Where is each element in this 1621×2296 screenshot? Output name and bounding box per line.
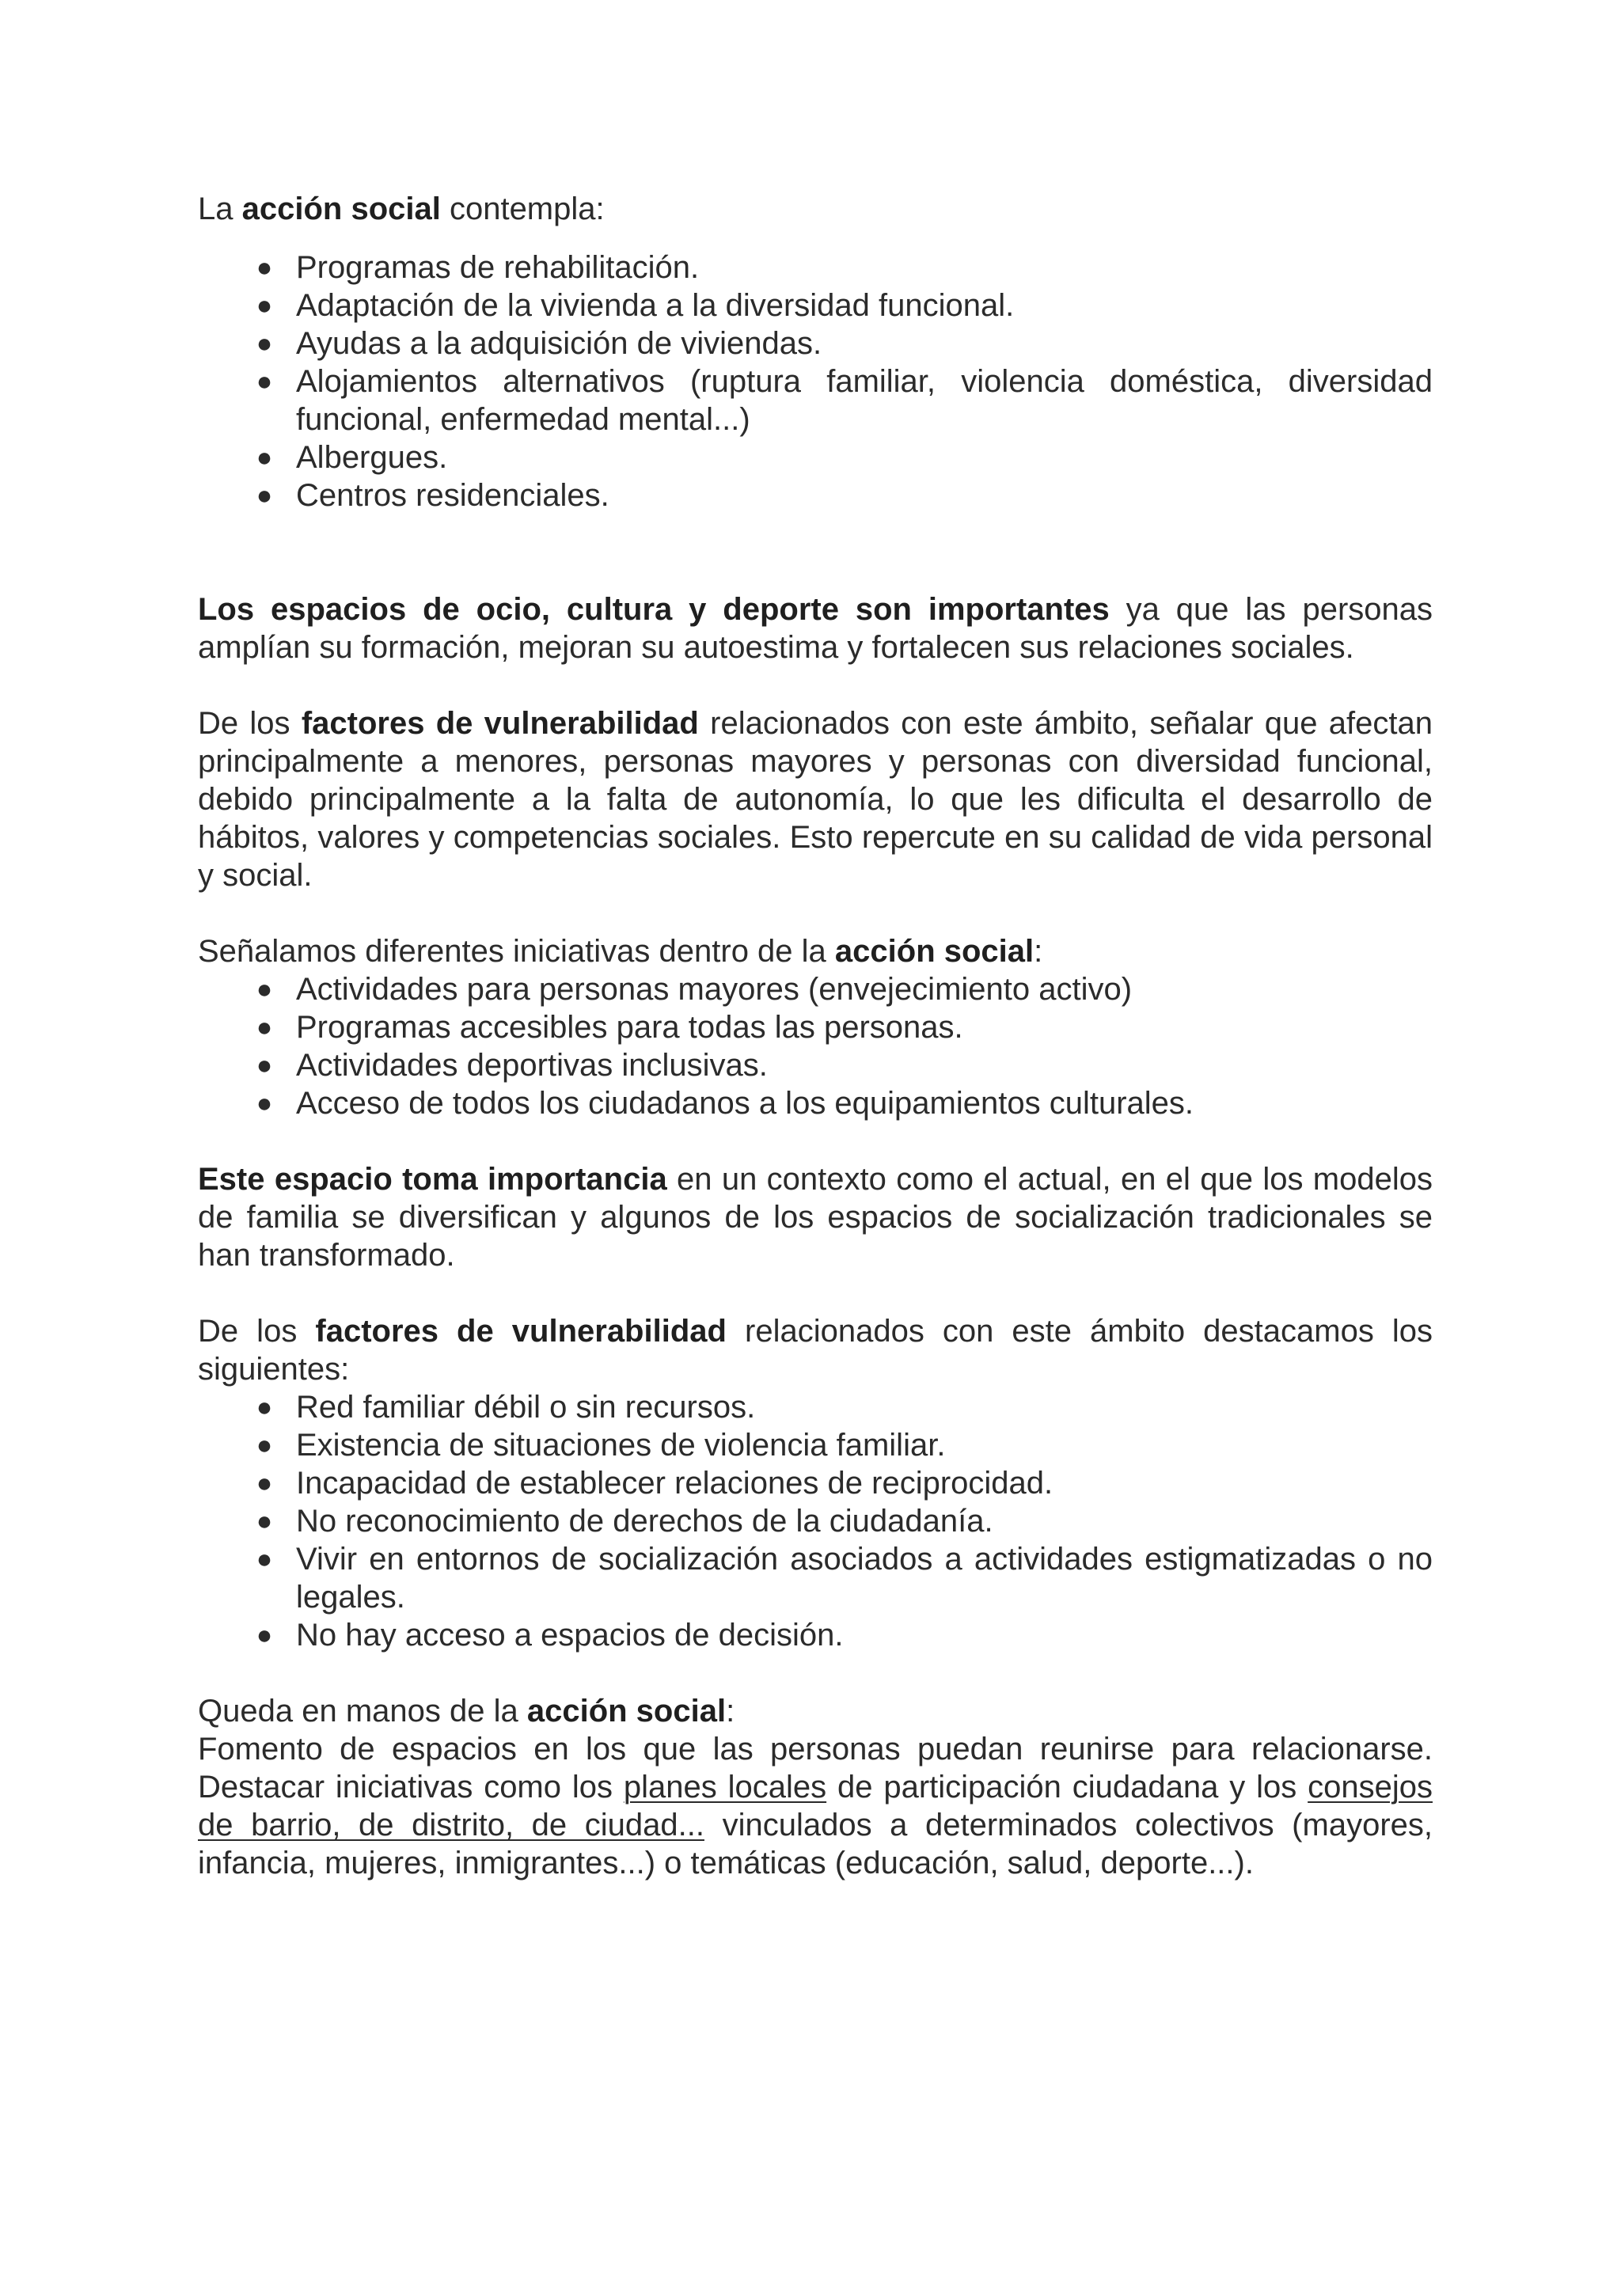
- list-item: [198, 324, 1433, 362]
- bold-term: acción social: [241, 192, 441, 226]
- bullet-icon: ●: [256, 1430, 273, 1460]
- bullet-icon: ●: [256, 252, 273, 283]
- housing-action-list: [198, 249, 1433, 514]
- document-page: [198, 190, 1433, 1882]
- list-item: [198, 1008, 1433, 1046]
- bold-heading-text: Los espacios de ocio, cultura y deporte son importantes: [198, 592, 1110, 627]
- bold-term: factores de vulnerabilidad: [301, 706, 699, 741]
- bullet-icon: ●: [256, 974, 273, 1004]
- list-item-text: Adaptación de la vivienda a la diversidad funcional.: [296, 288, 1015, 323]
- list-item: [198, 1502, 1433, 1540]
- spacer: [198, 666, 1433, 704]
- text: relacionados con este ámbito, señalar que afectan principalmente a menores, personas mayores y personas con diversidad funcional, debido principalmente a la falta de autonomía, lo que les dificulta el desarrollo de hábitos, valores y competencias sociales. Esto repercute en su calidad de vida personal y social.: [198, 706, 1433, 893]
- text: vinculados a determinados colectivos (mayores, infancia, mujeres, inmigrantes...) o temáticas (educación, salud, deporte...).: [198, 1808, 1433, 1880]
- family-space-paragraph: [198, 1160, 1433, 1274]
- initiatives-intro: [198, 932, 1433, 970]
- participation-paragraph: [198, 1730, 1433, 1882]
- list-item: [198, 438, 1433, 476]
- text: ya que las personas amplían su formación, mejoran su autoestima y fortalecen sus relaciones sociales.: [198, 592, 1433, 665]
- spacer: [198, 514, 1433, 590]
- bullet-icon: ●: [256, 1392, 273, 1422]
- bullet-icon: ●: [256, 290, 273, 321]
- list-item-text: Centros residenciales.: [296, 478, 609, 513]
- initiatives-list: [198, 970, 1433, 1122]
- text: contempla:: [440, 192, 605, 226]
- list-item: [198, 1388, 1433, 1426]
- bold-term: acción social: [526, 1694, 727, 1729]
- list-item-text: Actividades para personas mayores (envejecimiento activo): [296, 972, 1133, 1007]
- list-item-text: No reconocimiento de derechos de la ciudadanía.: [296, 1504, 993, 1539]
- bullet-icon: ●: [256, 328, 273, 359]
- list-item-text: Acceso de todos los ciudadanos a los equipamientos culturales.: [296, 1086, 1194, 1121]
- underlined-term-planes-locales: planes locales: [623, 1770, 827, 1805]
- spacer: [198, 1274, 1433, 1312]
- text: De los: [198, 706, 302, 741]
- list-item: [198, 1426, 1433, 1464]
- list-item: [198, 476, 1433, 514]
- list-item-text: Incapacidad de establecer relaciones de reciprocidad.: [296, 1466, 1053, 1501]
- bullet-icon: ●: [256, 1544, 273, 1574]
- list-item-text: Programas accesibles para todas las personas.: [296, 1010, 963, 1045]
- text: Señalamos diferentes iniciativas dentro de la: [198, 934, 835, 969]
- list-item-text: Alojamientos alternativos (ruptura familiar, violencia doméstica, diversidad funcional, enfermedad mental...): [296, 364, 1433, 437]
- list-item-text: Vivir en entornos de socialización asociados a actividades estigmatizadas o no legales.: [296, 1542, 1433, 1615]
- bold-term: acción social: [834, 934, 1034, 969]
- list-item: [198, 287, 1433, 324]
- list-item-text: Programas de rehabilitación.: [296, 250, 700, 285]
- list-item-text: Actividades deportivas inclusivas.: [296, 1048, 768, 1083]
- bold-heading-text: Este espacio toma importancia: [198, 1162, 667, 1197]
- social-action-intro: [198, 1692, 1433, 1730]
- bullet-icon: ●: [256, 480, 273, 510]
- spacer: [198, 1654, 1433, 1692]
- text: La: [198, 192, 242, 226]
- list-item-text: Ayudas a la adquisición de viviendas.: [296, 326, 822, 361]
- bullet-icon: ●: [256, 1012, 273, 1042]
- list-item-text: Albergues.: [296, 440, 448, 475]
- list-item-text: Existencia de situaciones de violencia familiar.: [296, 1428, 946, 1463]
- list-item: [198, 1616, 1433, 1654]
- underlined-term-consejos: consejos de barrio, de distrito, de ciudad...: [198, 1770, 1433, 1842]
- vulnerability-paragraph: [198, 704, 1433, 894]
- text: De los: [198, 1314, 316, 1349]
- text: Fomento de espacios en los que las personas puedan reunirse para relacionarse. Destacar iniciativas como los: [198, 1732, 1433, 1805]
- text: de participación ciudadana y los: [826, 1770, 1308, 1805]
- bullet-icon: ●: [256, 1506, 273, 1536]
- list-item: [198, 1464, 1433, 1502]
- text: relacionados con este ámbito destacamos los siguientes:: [198, 1314, 1433, 1387]
- spacer: [198, 894, 1433, 932]
- bullet-icon: ●: [256, 1088, 273, 1118]
- vulnerability-factors-list: [198, 1388, 1433, 1654]
- bullet-icon: ●: [256, 442, 273, 472]
- list-item-text: No hay acceso a espacios de decisión.: [296, 1618, 844, 1653]
- bullet-icon: ●: [256, 1620, 273, 1650]
- intro-paragraph: [198, 190, 1433, 228]
- spacer: [198, 1122, 1433, 1160]
- bullet-icon: ●: [256, 1050, 273, 1080]
- bullet-icon: ●: [256, 366, 273, 397]
- leisure-paragraph: [198, 590, 1433, 666]
- list-item: [198, 249, 1433, 287]
- text: Queda en manos de la: [198, 1694, 527, 1729]
- text: :: [726, 1694, 735, 1729]
- vulnerability-paragraph-2: [198, 1312, 1433, 1388]
- list-item: [198, 1084, 1433, 1122]
- bullet-icon: ●: [256, 1468, 273, 1498]
- text: :: [1034, 934, 1043, 969]
- list-item: [198, 1540, 1433, 1616]
- list-item: [198, 970, 1433, 1008]
- text: en un contexto como el actual, en el que los modelos de familia se diversifican y algunos de los espacios de socialización tradicionales se han transformado.: [198, 1162, 1433, 1273]
- list-item: [198, 362, 1433, 438]
- bold-term: factores de vulnerabilidad: [315, 1314, 727, 1349]
- list-item-text: Red familiar débil o sin recursos.: [296, 1390, 756, 1425]
- list-item: [198, 1046, 1433, 1084]
